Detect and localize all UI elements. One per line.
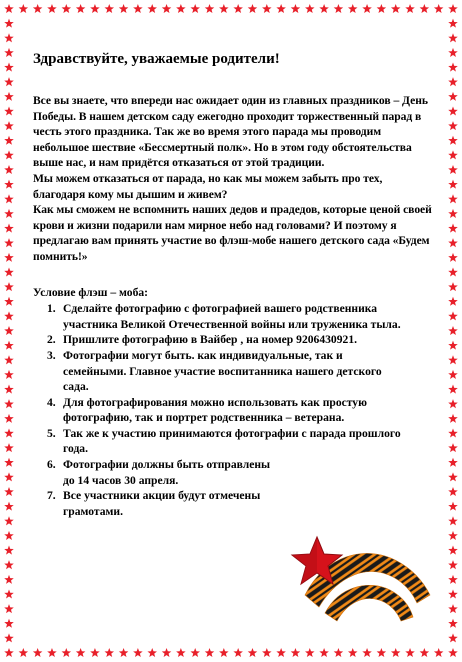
page-title: Здравствуйте, уважаемые родители! [33, 51, 280, 67]
list-item: 2. Пришлите фотографию в Вайбер , на номер 9206430921. [47, 333, 358, 347]
list-item: 5. Так же к участию принимаются фотографии с парада прошлого года. [47, 426, 401, 456]
list-item: 4. Для фотографирования можно использовать как простую фотографию, так и портрет родственника – ветерана. [47, 395, 367, 425]
conditions-list [33, 301, 433, 519]
list-item: 3. Фотографии могут быть. как индивидуальные, так и семейными. Главное участие воспитанника нашего детского сада. [47, 348, 382, 394]
st-george-ribbon-star-icon [285, 525, 435, 625]
list-item: 7. Все участники акции будут отмечены грамотами. [47, 489, 261, 518]
paragraph-invitation: Как мы сможем не вспомнить наших дедов и прадедов, которые ценой своей крови и жизни подарили нам мирное небо над головами? И поэтому я предлагаю вам принять участие во флэш-мобе нашего детского сада «Будем помнить!» [33, 203, 432, 263]
list-item: 1. Сделайте фотографию с фотографией вашего родственника участника Великой Отечественной войны или труженика тыла. [47, 302, 401, 331]
list-item: 6. Фотографии должны быть отправлены до 14 часов 30 апреля. [47, 458, 271, 487]
paragraph-intro: Все вы знаете, что впереди нас ожидает один из главных праздников – День Победы. В нашем детском саду ежегодно проходит торжественный парад в честь этого праздника. Так же во время этого парада мы проводим небольшое шествие «Бессмертный полк». Но в этом году обстоятельства выше нас, и нам придётся отказаться от этой традиции. [33, 94, 428, 170]
conditions-title: Условие флэш – моба: [33, 285, 149, 299]
paragraph-question: Мы можем отказаться от парада, но как мы можем забыть про тех, благодаря кому мы дышим и живем? [33, 171, 383, 201]
letter [33, 50, 433, 519]
